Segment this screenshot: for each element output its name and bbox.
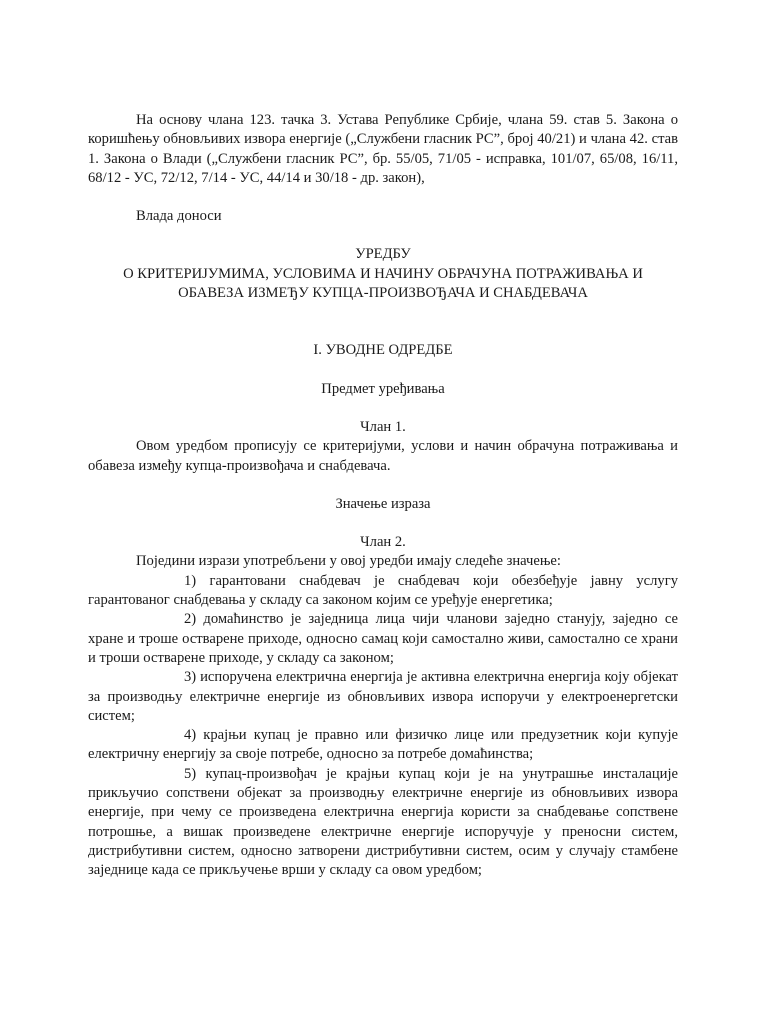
definition-item: 1) гарантовани снабдевач је снабдевач који обезбеђује јавну услугу гарантованог снабдевања у складу са законом којим се уређује енергетика; <box>88 572 678 609</box>
terms-heading: Значење израза <box>335 495 431 512</box>
government-adopts-line: Влада доноси <box>136 208 222 225</box>
title-line-2: О КРИТЕРИЈУМИМА, УСЛОВИМА И НАЧИНУ ОБРАЧУНА ПОТРАЖИВАЊА И <box>123 265 643 282</box>
definition-item: 3) испоручена електрична енергија је активна електрична енергија коју објекат за производњу електричне енергије из обновљивих извора испоручи у електроенергетски систем; <box>88 669 678 724</box>
article-2-label: Члан 2. <box>360 534 406 551</box>
article-1-label: Члан 1. <box>360 418 406 435</box>
preamble-paragraph: На основу члана 123. тачка 3. Устава Републике Србије, члана 59. став 5. Закона о коришћењу обновљивих извора енергије („Службени гласник РС”, број 40/21) и члана 42. став 1. Закона о Влади („Службени гласник РС”, бр. 55/05, 71/05 - исправка, 101/07, 65/08, 16/11, 68/12 - УС, 72/12, 7/14 - УС, 44/14 и 30/18 - др. закон), <box>88 112 678 186</box>
document-title <box>88 245 678 303</box>
definition-item: 4) крајњи купац је правно или физичко лице или предузетник који купује електричну енергију за своје потребе, односно за потребе домаћинства; <box>88 727 678 763</box>
document-body <box>88 111 678 881</box>
article-2-intro: Поједини изрази употребљени у овој уредби имају следеће значење: <box>136 553 561 570</box>
definition-item: 2) домаћинство је заједница лица чији чланови заједно станују, заједно се хране и троше остварене приходе, односно самац који самостално живи, самостално се храни и троши остварене приходе, у складу са законом; <box>88 611 678 666</box>
subject-heading: Предмет уређивања <box>321 380 445 397</box>
definition-item: 5) купац-произвођач је крајњи купац који је на унутрашње инсталације прикључио сопствени објекат за производњу електричне енергије из обновљивих извора енергије, при чему се произведена електрична енергија користи за снабдевање сопствене потрошње, а вишак произведене електричне енергије испоручује у преносни систем, дистрибутивни систем, односно затворени дистрибутивни систем, осим у случају стамбене заједнице када се прикључење врши у складу са овом уредбом; <box>88 765 678 879</box>
section-heading: I. УВОДНЕ ОДРЕДБЕ <box>313 342 453 359</box>
title-line-3: ОБАВЕЗА ИЗМЕЂУ КУПЦА-ПРОИЗВОЂАЧА И СНАБДЕВАЧА <box>178 285 588 302</box>
title-line-1: УРЕДБУ <box>355 246 411 263</box>
article-1-text: Овом уредбом прописују се критеријуми, услови и начин обрачуна потраживања и обавеза између купца-произвођача и снабдевача. <box>88 438 678 474</box>
